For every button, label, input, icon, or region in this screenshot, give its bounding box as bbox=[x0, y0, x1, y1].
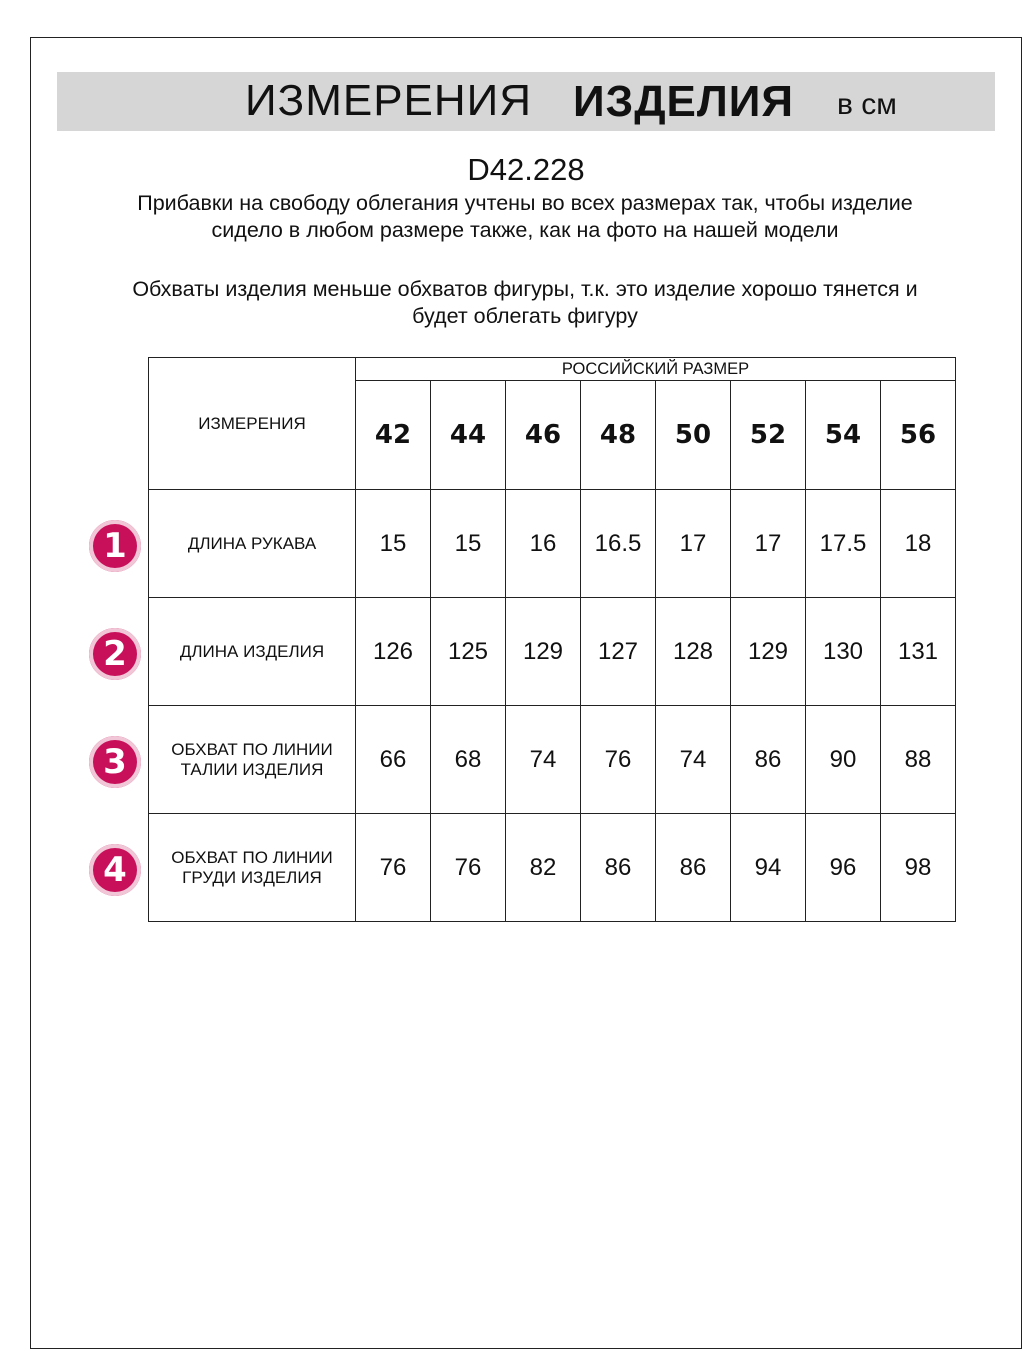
value-cell: 88 bbox=[881, 706, 956, 814]
number-4-icon bbox=[89, 844, 141, 896]
size-header: 50 bbox=[656, 381, 731, 490]
title-main: ИЗМЕРЕНИЯ bbox=[245, 76, 533, 125]
size-header: 42 bbox=[356, 381, 431, 490]
badge-number: 4 bbox=[103, 850, 127, 890]
size-header: 54 bbox=[806, 381, 881, 490]
title-bold: ИЗДЕЛИЯ bbox=[573, 77, 795, 126]
value-cell: 86 bbox=[581, 814, 656, 922]
value-cell: 76 bbox=[581, 706, 656, 814]
value-cell: 74 bbox=[506, 706, 581, 814]
value-cell: 17 bbox=[656, 490, 731, 598]
value-cell: 129 bbox=[506, 598, 581, 706]
title-banner bbox=[57, 72, 995, 131]
value-cell: 125 bbox=[431, 598, 506, 706]
value-cell: 74 bbox=[656, 706, 731, 814]
value-cell: 127 bbox=[581, 598, 656, 706]
value-cell: 68 bbox=[431, 706, 506, 814]
size-header: 56 bbox=[881, 381, 956, 490]
value-cell: 16.5 bbox=[581, 490, 656, 598]
value-cell: 82 bbox=[506, 814, 581, 922]
value-cell: 86 bbox=[656, 814, 731, 922]
note-stretch: Обхваты изделия меньше обхватов фигуры, т.к. это изделие хорошо тянется и будет облегать фигуру bbox=[132, 277, 918, 328]
size-header: 48 bbox=[581, 381, 656, 490]
value-cell: 66 bbox=[356, 706, 431, 814]
value-cell: 96 bbox=[806, 814, 881, 922]
badge-number: 1 bbox=[103, 526, 127, 566]
value-cell: 131 bbox=[881, 598, 956, 706]
value-cell: 129 bbox=[731, 598, 806, 706]
row-label: ДЛИНА РУКАВА bbox=[149, 490, 356, 598]
row-label: ДЛИНА ИЗДЕЛИЯ bbox=[149, 598, 356, 706]
size-header: 52 bbox=[731, 381, 806, 490]
value-cell: 130 bbox=[806, 598, 881, 706]
value-cell: 18 bbox=[881, 490, 956, 598]
table-row bbox=[149, 490, 956, 598]
value-cell: 86 bbox=[731, 706, 806, 814]
title-unit: в см bbox=[837, 88, 897, 121]
value-cell: 16 bbox=[506, 490, 581, 598]
value-cell: 76 bbox=[356, 814, 431, 922]
value-cell: 128 bbox=[656, 598, 731, 706]
note-ease: Прибавки на свободу облегания учтены во всех размерах так, чтобы изделие сидело в любом размере также, как на фото на нашей модели bbox=[137, 191, 913, 242]
value-cell: 17 bbox=[731, 490, 806, 598]
number-3-icon bbox=[89, 736, 141, 788]
value-cell: 15 bbox=[431, 490, 506, 598]
row-label: ОБХВАТ ПО ЛИНИИ ТАЛИИ ИЗДЕЛИЯ bbox=[149, 706, 356, 814]
badge-number: 3 bbox=[103, 742, 127, 782]
table-row bbox=[149, 706, 956, 814]
product-code: D42.228 bbox=[467, 152, 585, 187]
measure-header: ИЗМЕРЕНИЯ bbox=[149, 358, 356, 490]
table-row bbox=[149, 814, 956, 922]
value-cell: 90 bbox=[806, 706, 881, 814]
value-cell: 98 bbox=[881, 814, 956, 922]
value-cell: 76 bbox=[431, 814, 506, 922]
value-cell: 17.5 bbox=[806, 490, 881, 598]
row-label: ОБХВАТ ПО ЛИНИИ ГРУДИ ИЗДЕЛИЯ bbox=[149, 814, 356, 922]
table-row bbox=[149, 598, 956, 706]
size-header: 44 bbox=[431, 381, 506, 490]
size-system-header: РОССИЙСКИЙ РАЗМЕР bbox=[356, 358, 956, 381]
number-1-icon bbox=[89, 520, 141, 572]
size-header: 46 bbox=[506, 381, 581, 490]
size-table bbox=[148, 357, 956, 922]
value-cell: 126 bbox=[356, 598, 431, 706]
value-cell: 15 bbox=[356, 490, 431, 598]
badge-number: 2 bbox=[103, 634, 127, 674]
number-2-icon bbox=[89, 628, 141, 680]
value-cell: 94 bbox=[731, 814, 806, 922]
